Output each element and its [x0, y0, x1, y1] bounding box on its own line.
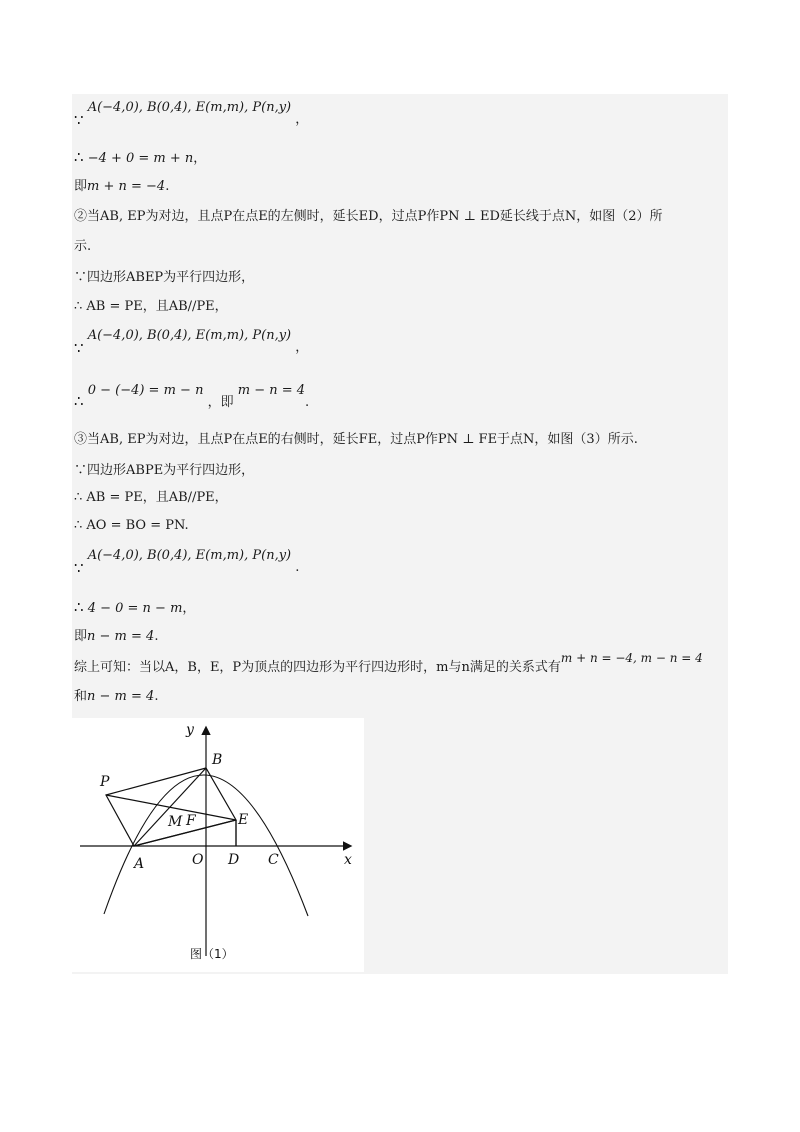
geometry-diagram: [72, 718, 364, 972]
therefore-symbol: ∴: [74, 148, 84, 166]
line-12: [74, 490, 228, 506]
punctuation: .: [154, 689, 159, 704]
line-2: [74, 149, 206, 167]
label-o: O: [192, 852, 204, 868]
line-5: [74, 239, 91, 255]
punctuation: .: [154, 629, 159, 644]
line-10: [74, 432, 638, 448]
line-13: [74, 518, 189, 534]
text: 和: [74, 689, 88, 704]
punctuation: ，: [295, 112, 309, 127]
equation: n − m = 4: [87, 689, 155, 704]
line-7: [74, 299, 228, 315]
equation: −4 + 0 = m + n: [87, 151, 194, 166]
segment-ae: [134, 820, 236, 846]
label-x: x: [344, 852, 352, 868]
text: 示.: [74, 239, 92, 254]
therefore-symbol: ∴: [74, 598, 84, 616]
text: 综上可知：当以A，B，E，P为顶点的四边形为平行四边形时，m与n满足的关系式有: [74, 660, 561, 675]
figure-1: [72, 718, 364, 972]
line-1: [74, 98, 309, 129]
coordinates-expression: A(−4,0), B(0,4), E(m,m), P(n,y): [87, 548, 292, 563]
line-17: [74, 651, 703, 676]
punctuation: ，: [182, 601, 196, 616]
equation: m + n = −4, m − n = 4: [560, 651, 703, 665]
line-15: [74, 599, 195, 617]
line-4: [74, 209, 663, 225]
text: ∴ AB = PE，且AB//PE，: [74, 490, 228, 505]
line-3: [74, 179, 169, 195]
because-symbol: ∵: [74, 111, 84, 129]
line-14: [74, 546, 300, 577]
text: 即: [74, 629, 88, 644]
coordinates-expression: A(−4,0), B(0,4), E(m,m), P(n,y): [87, 328, 292, 343]
punctuation: .: [165, 179, 170, 194]
line-9: [74, 381, 310, 410]
equation: 4 − 0 = n − m: [87, 601, 183, 616]
label-m: M: [168, 814, 183, 830]
text: ∵四边形ABPE为平行四边形，: [74, 463, 255, 478]
punctuation: .: [295, 560, 300, 575]
because-symbol: ∵: [74, 559, 84, 577]
text: ②当AB, EP为对边，且点P在点E的左侧时，延长ED，过点P作PN ⊥ ED延长线于点N，如图（2）所: [74, 209, 663, 224]
equation: 0 − (−4) = m − n: [87, 383, 204, 398]
therefore-symbol: ∴: [74, 392, 84, 410]
label-c: C: [268, 852, 279, 868]
punctuation: ，: [193, 151, 207, 166]
punctuation: .: [305, 395, 310, 410]
text: 即: [74, 179, 88, 194]
label-b: B: [212, 752, 223, 768]
text: ∵四边形ABEP为平行四边形，: [74, 270, 255, 285]
coordinates-expression: A(−4,0), B(0,4), E(m,m), P(n,y): [87, 100, 292, 115]
equation: m − n = 4: [237, 383, 306, 398]
label-a: A: [134, 856, 145, 872]
label-p: P: [100, 774, 110, 790]
text: ∴ AB = PE，且AB//PE，: [74, 299, 228, 314]
label-f: F: [186, 813, 196, 829]
equation: m + n = −4: [87, 179, 166, 194]
label-e: E: [238, 812, 249, 828]
text: ∴ AO = BO = PN.: [74, 518, 189, 533]
line-8: [74, 326, 309, 357]
line-16: [74, 629, 158, 645]
punctuation: ，: [295, 340, 309, 355]
segment-ab: [134, 768, 206, 846]
line-11: [74, 463, 254, 479]
text: ，即: [207, 395, 234, 410]
equation: n − m = 4: [87, 629, 155, 644]
label-y: y: [186, 722, 194, 738]
figure-caption: 图（1）: [190, 947, 234, 961]
label-d: D: [228, 852, 240, 868]
text: ③当AB, EP为对边，且点P在点E的右侧时，延长FE，过点P作PN ⊥ FE于点N，如图（3）所示.: [74, 432, 638, 447]
line-6: [74, 270, 254, 286]
line-18: [74, 689, 158, 705]
because-symbol: ∵: [74, 339, 84, 357]
